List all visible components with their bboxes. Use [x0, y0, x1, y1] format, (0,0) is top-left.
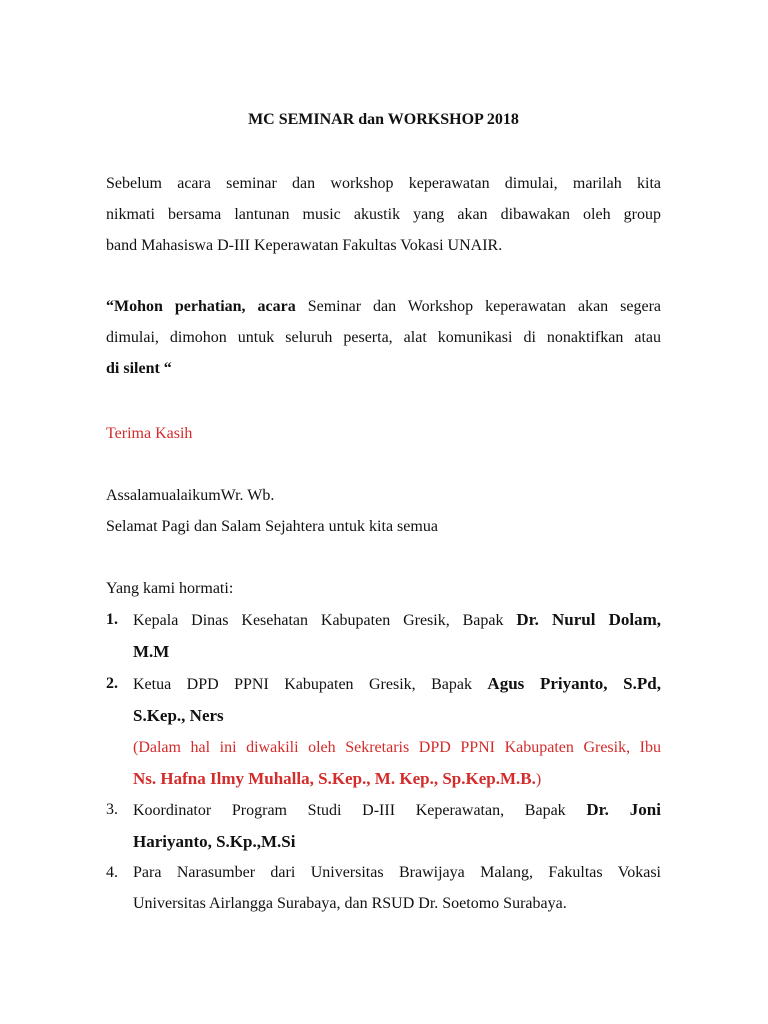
intro-paragraph	[106, 168, 661, 261]
greeting-line: Selamat Pagi dan Salam Sejahtera untuk kita semua	[106, 518, 438, 535]
respect-heading-text: Yang kami hormati:	[106, 580, 234, 597]
intro-line: band Mahasiswa D-III Keperawatan Fakultas Vokasi UNAIR.	[106, 237, 503, 254]
thanks-line: Terima Kasih	[106, 425, 193, 442]
list-item-line	[133, 794, 661, 826]
list-item-text: Ketua DPD PPNI Kabupaten Gresik, Bapak	[133, 676, 488, 693]
list-number: 3.	[106, 801, 118, 818]
list-item-body	[133, 668, 661, 795]
respect-heading	[106, 573, 661, 604]
list-number: 4.	[106, 864, 118, 881]
announcement-open: “Mohon perhatian, acara	[106, 298, 296, 315]
list-item-note-name: Ns. Hafna Ilmy Muhalla, S.Kep., M. Kep., Sp.Kep.M.B.	[133, 769, 536, 788]
announcement-line	[106, 291, 661, 322]
list-item-line: Para Narasumber dari Universitas Brawijaya Malang, Fakultas Vokasi	[133, 864, 661, 881]
list-item-note-line	[133, 763, 661, 795]
list-item-text: Kepala Dinas Kesehatan Kabupaten Gresik, Bapak	[133, 612, 517, 629]
list-item-body	[133, 604, 661, 668]
greeting-line: AssalamualaikumWr. Wb.	[106, 487, 275, 504]
greeting-paragraph	[106, 480, 661, 511]
list-item-note-line: (Dalam hal ini diwakili oleh Sekretaris DPD PPNI Kabupaten Gresik, Ibu	[133, 739, 661, 756]
list-item-name: M.M	[133, 642, 170, 661]
thanks-text	[106, 418, 661, 449]
list-item-note-close: )	[535, 771, 542, 788]
greeting-paragraph-2	[106, 511, 661, 542]
document-title: MC SEMINAR dan WORKSHOP 2018	[248, 111, 519, 128]
list-number: 1.	[106, 611, 118, 628]
list-item-name: Dr. Joni	[586, 800, 661, 819]
list-item-body	[133, 857, 661, 919]
document-page	[106, 0, 661, 1024]
announcement-line	[106, 353, 661, 384]
announcement-paragraph	[106, 291, 661, 384]
list-item-body	[133, 794, 661, 858]
list-item-line	[133, 826, 661, 858]
list-item-name: Agus Priyanto, S.Pd,	[487, 674, 661, 693]
announcement-text: Seminar dan Workshop keperawatan akan segera	[295, 298, 661, 315]
list-item-line	[133, 700, 661, 732]
announcement-close: di silent “	[106, 360, 172, 377]
list-item-line	[133, 636, 661, 668]
list-item-name: Dr. Nurul Dolam,	[516, 610, 661, 629]
list-number: 2.	[106, 675, 118, 692]
list-item-line	[133, 668, 661, 700]
list-item-name: Hariyanto, S.Kp.,M.Si	[133, 832, 296, 851]
list-item-line	[133, 604, 661, 636]
list-item-text: Koordinator Program Studi D-III Keperawatan, Bapak	[133, 802, 587, 819]
list-item-name: S.Kep., Ners	[133, 706, 224, 725]
announcement-line: dimulai, dimohon untuk seluruh peserta, alat komunikasi di nonaktifkan atau	[106, 329, 661, 346]
intro-line: Sebelum acara seminar dan workshop keperawatan dimulai, marilah kita	[106, 175, 661, 192]
intro-line: nikmati bersama lantunan music akustik yang akan dibawakan oleh group	[106, 206, 661, 223]
list-item-line: Universitas Airlangga Surabaya, dan RSUD Dr. Soetomo Surabaya.	[133, 895, 567, 912]
